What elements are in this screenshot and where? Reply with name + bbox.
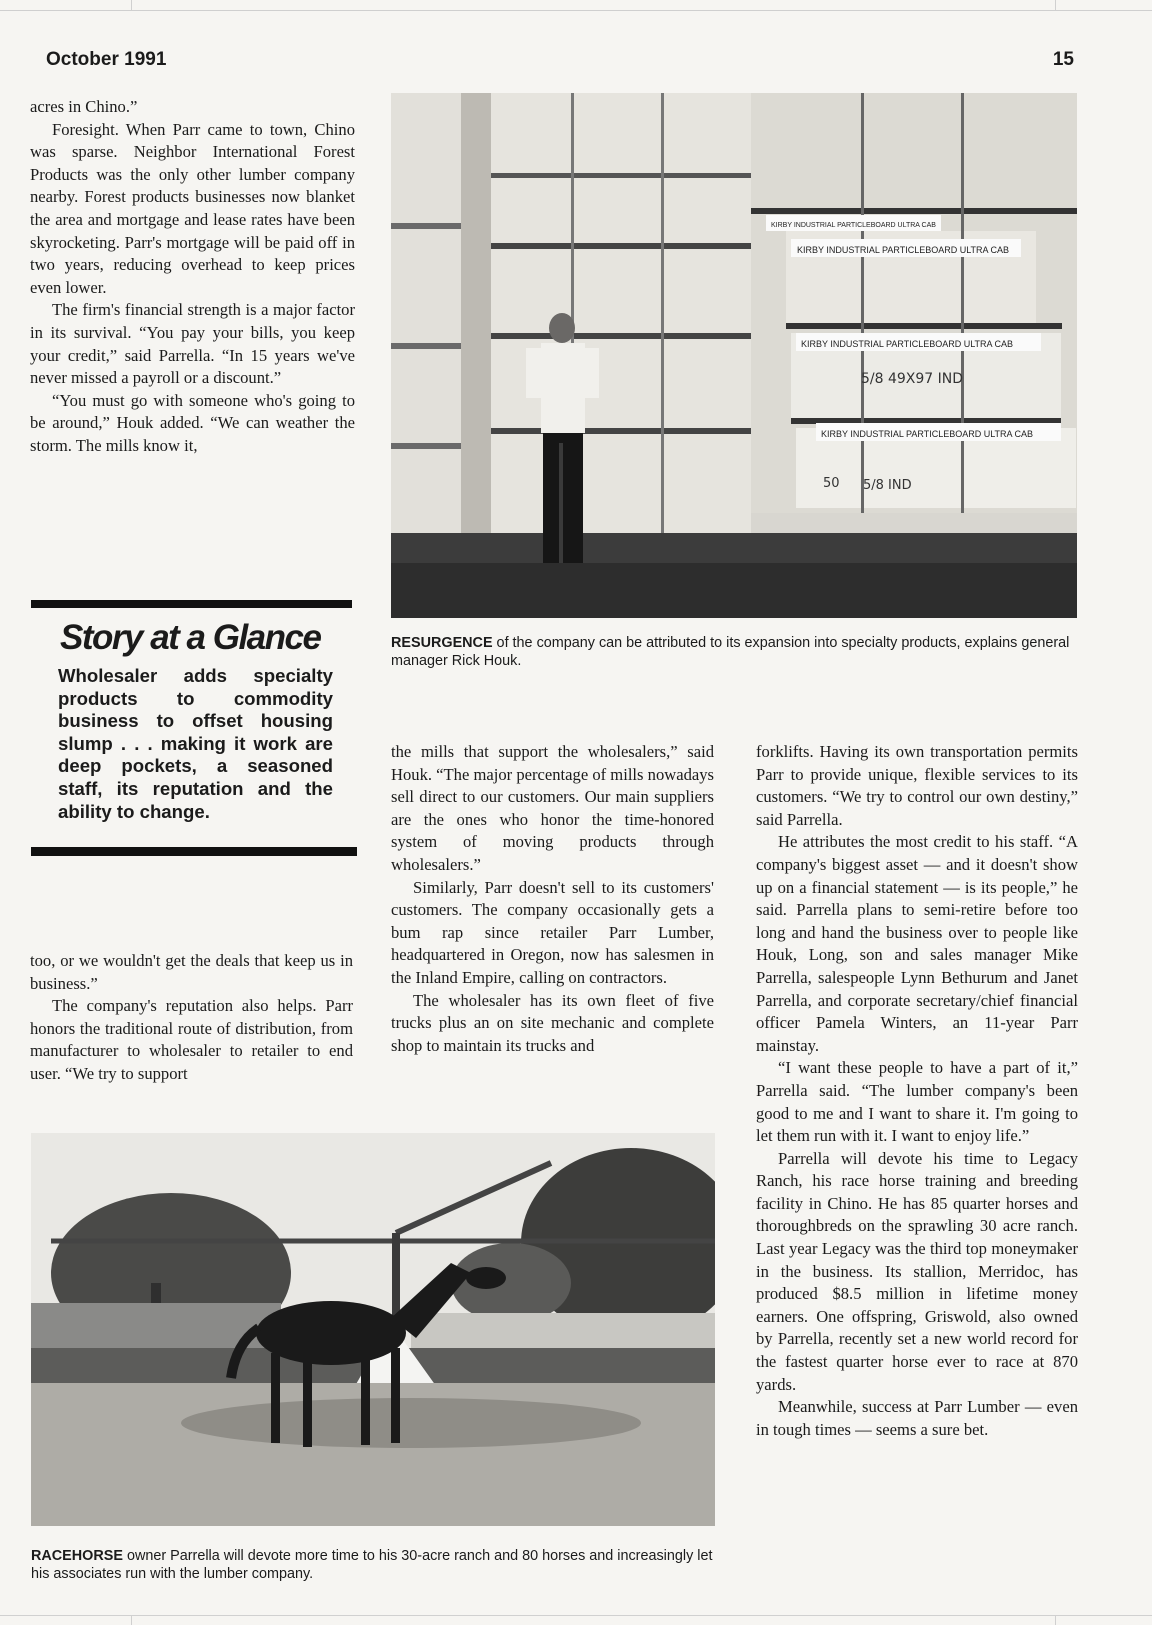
paragraph: Similarly, Parr doesn't sell to its customers' customers. The company occasionally gets a bum rap since retailer Parr Lumber, headquartered in Oregon, now has salesmen in the Inland Empire, calling on contractors. — [391, 877, 714, 987]
paragraph: forklifts. Having its own transportation permits Parr to provide unique, flexible services to its customers. “We try to control our own destiny,” said Parrella. — [756, 742, 1078, 829]
lumber-sign-text: KIRBY INDUSTRIAL PARTICLEBOARD ULTRA CAB — [797, 245, 1010, 255]
crop-mark — [131, 1615, 132, 1625]
issue-date: October 1991 — [46, 49, 167, 70]
caption-text: owner Parrella will devote more time to his 30-acre ranch and 80 horses and increasingly let his associates run with the lumber company. — [31, 1548, 713, 1582]
paragraph: Meanwhile, success at Parr Lumber — even in tough times — seems a sure bet. — [756, 1397, 1078, 1439]
handwritten-mark: 5/8 49X97 IND — [861, 371, 964, 387]
paragraph: Foresight. When Parr came to town, Chino was sparse. Neighbor International Forest Products was the only other lumber company nearby. Forest products businesses now blanket the area and mortgage and lease rates have been skyrocketing. Parr's mortgage will be paid off in two years, reducing overhead to keep prices even lower. — [30, 119, 355, 297]
article-column-1-top — [30, 96, 355, 458]
article-column-1-bottom — [30, 950, 353, 1086]
paragraph: too, or we wouldn't get the deals that keep us in business.” — [30, 951, 353, 993]
warehouse-photo-caption — [391, 634, 1071, 670]
paragraph: The firm's financial strength is a major factor in its survival. “You pay your bills, you keep your credit,” said Parrella. “In 15 years we've never missed a payroll or a discount.” — [30, 300, 355, 388]
paragraph: The company's reputation also helps. Parr honors the traditional route of distribution, from manufacturer to wholesaler to retailer to end user. “We try to support — [30, 996, 353, 1083]
paragraph: “You must go with someone who's going to be around,” Houk added. “We can weather the storm. The mills know it, — [30, 390, 355, 455]
crop-mark — [1055, 1615, 1056, 1625]
paragraph: “I want these people to have a part of it,” Parrella said. “The lumber company's been good to me and I want to share it. I'm going to let them run with it. I want to enjoy life.” — [756, 1058, 1078, 1146]
caption-text: of the company can be attributed to its expansion into specialty products, explains general manager Rick Houk. — [391, 635, 1070, 669]
caption-lead: RESURGENCE — [391, 635, 493, 651]
scan-edge-top — [0, 10, 1152, 11]
racehorse-photo-caption — [31, 1547, 715, 1583]
sidebar-rule-top — [31, 600, 352, 608]
lumber-sign-text: KIRBY INDUSTRIAL PARTICLEBOARD ULTRA CAB — [821, 429, 1034, 439]
paragraph: Parrella will devote his time to Legacy Ranch, his race horse training and breeding facility in Chino. He has 85 quarter horses and thoroughbreds on the sprawling 30 acre ranch. Last year Legacy was the third top moneymaker in the business. Its stallion, Merridoc, has produced $8.5 million in lifetime money earners. One offspring, Griswold, also owned by Parrella, recently set a new world record for the fastest quarter horse ever to race at 870 yards. — [756, 1148, 1078, 1394]
paragraph: The wholesaler has its own fleet of five trucks plus an on site mechanic and complete shop to maintain its trucks and — [391, 990, 714, 1055]
scan-edge-bottom — [0, 1615, 1152, 1616]
warehouse-photo-image — [391, 93, 1077, 618]
sidebar-title: Story at a Glance — [60, 618, 321, 657]
caption-lead: RACEHORSE — [31, 1548, 123, 1564]
crop-mark — [1055, 0, 1056, 10]
racehorse-photo — [31, 1133, 715, 1526]
article-column-2 — [391, 741, 714, 1057]
paragraph: He attributes the most credit to his staff. “A company's biggest asset — and it doesn't show up on a financial statement — is its people,” he said. Parrella plans to semi-retire before too long and hand the business over to people like Houk, Long, son and sales manager Mike Parrella, salespeople Lynn Bethurum and Janet Parrella, and corporate secretary/chief financial officer Pamela Winters, an 11-year Parr mainstay. — [756, 832, 1078, 1055]
sidebar-summary: Wholesaler adds specialty products to commodity business to offset housing slump . . . making it work are deep pockets, a seasoned staff, its reputation and the ability to change. — [58, 665, 333, 822]
handwritten-mark: 50 — [823, 476, 840, 491]
lumber-sign-text: KIRBY INDUSTRIAL PARTICLEBOARD ULTRA CAB — [771, 222, 936, 229]
paragraph: the mills that support the wholesalers,” said Houk. “The major percentage of mills nowadays sell direct to our customers. Our main suppliers are the ones who honor the time-honored system of moving products through wholesalers.” — [391, 742, 715, 874]
racehorse-photo-image — [31, 1133, 715, 1526]
sidebar-rule-bottom — [31, 847, 357, 856]
crop-mark — [131, 0, 132, 10]
lumber-sign-text: KIRBY INDUSTRIAL PARTICLEBOARD ULTRA CAB — [801, 339, 1014, 349]
article-column-3 — [756, 741, 1078, 1441]
warehouse-photo — [391, 93, 1077, 618]
paragraph: acres in Chino.” — [30, 97, 138, 116]
handwritten-mark: 5/8 IND — [863, 478, 912, 493]
page-number: 15 — [1052, 49, 1074, 70]
